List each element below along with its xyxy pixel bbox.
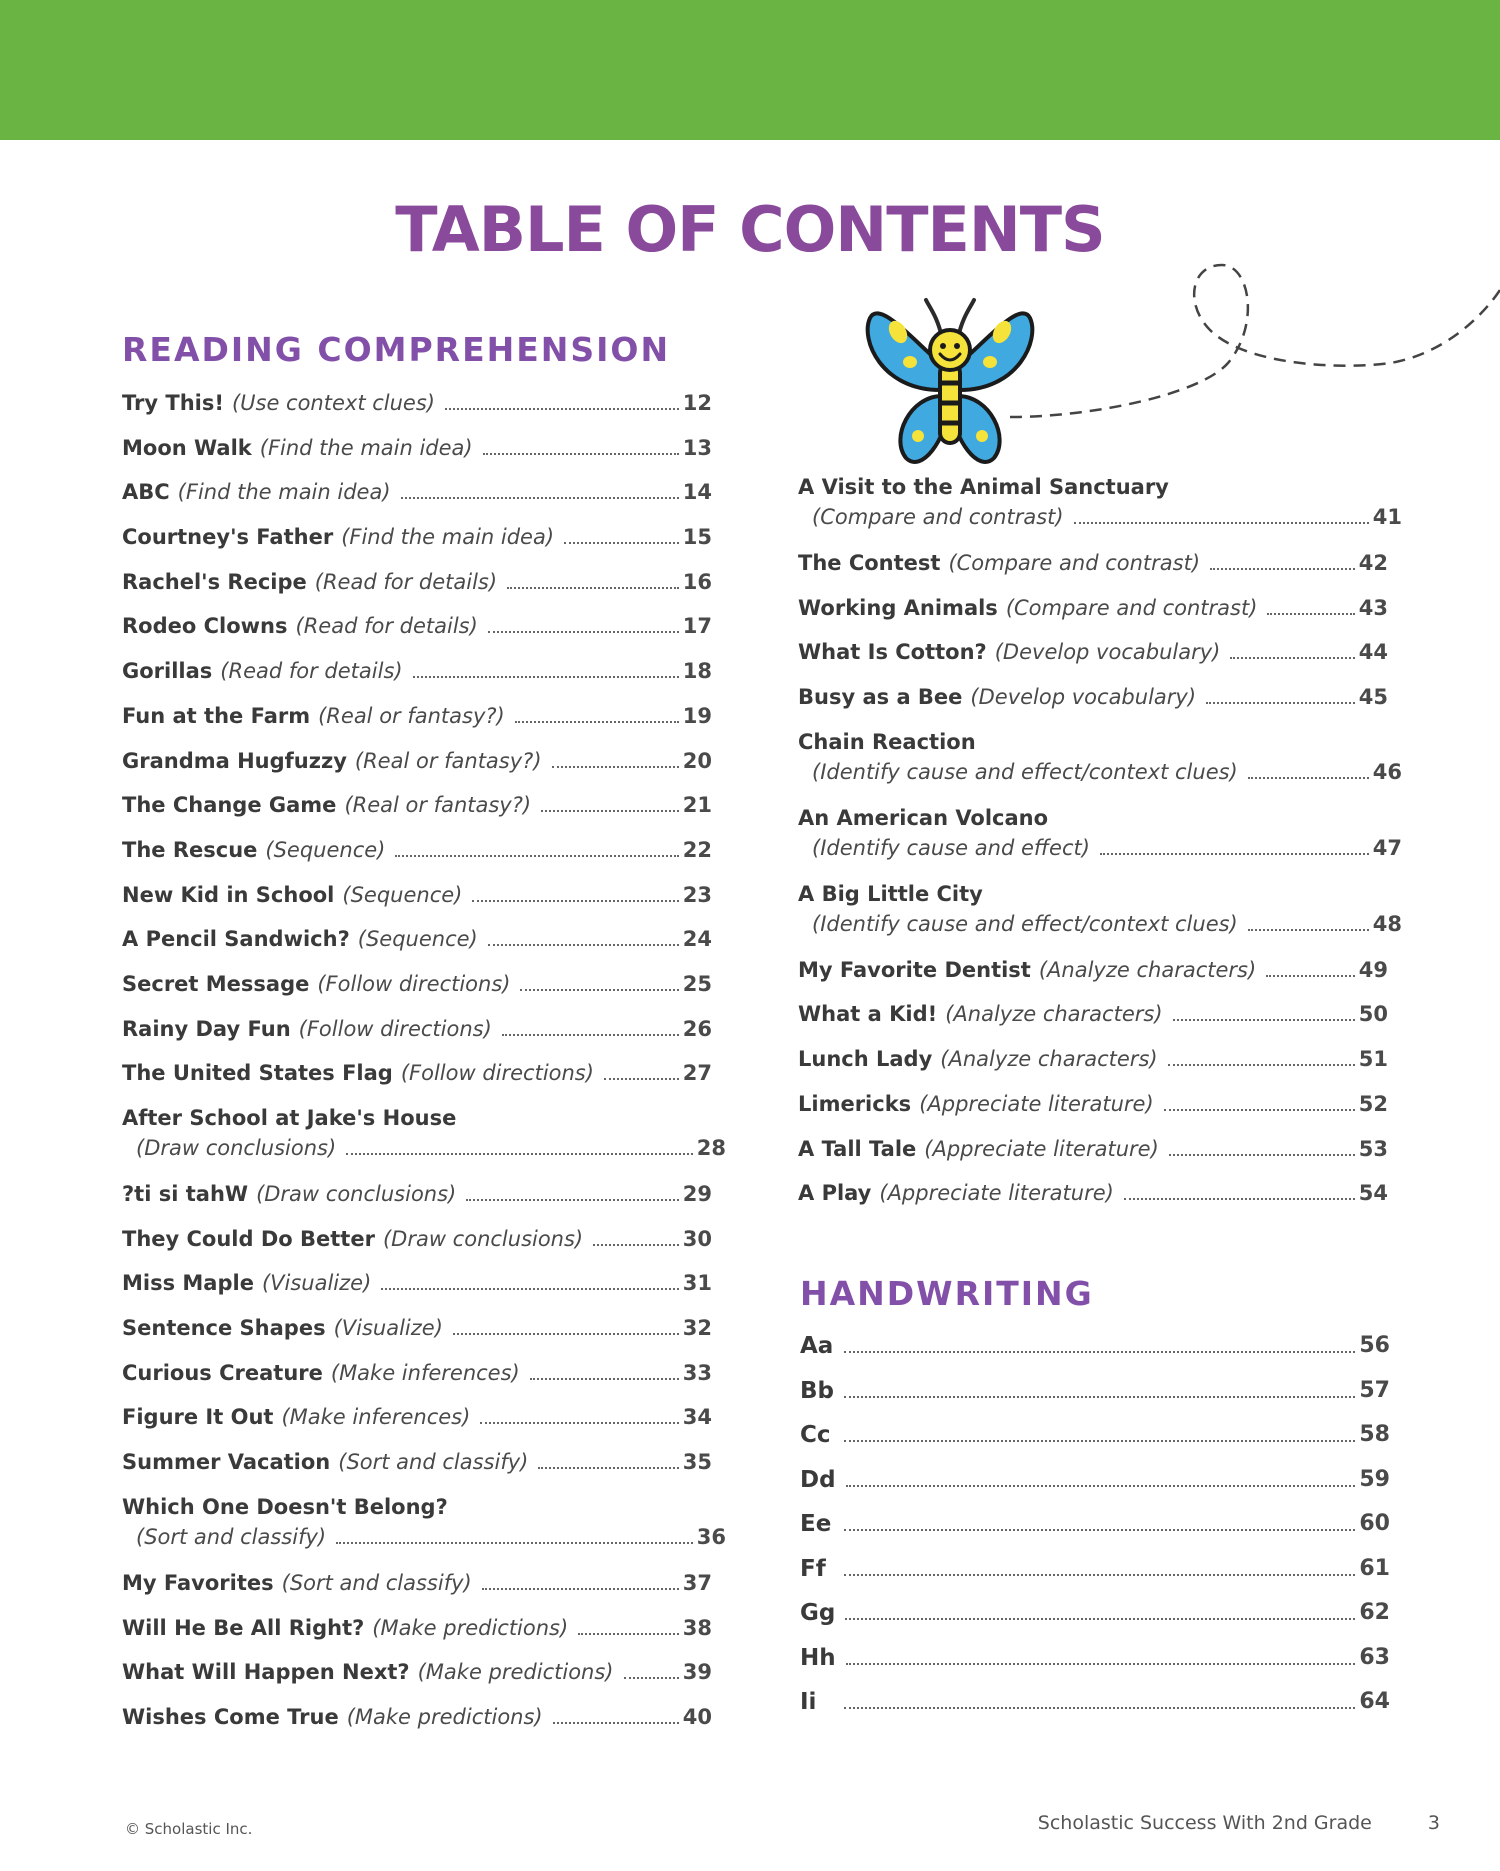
entry-title: Grandma Hugfuzzy <box>122 748 347 773</box>
dot-leader <box>552 766 679 768</box>
dot-leader <box>553 1722 679 1724</box>
dot-leader <box>1266 975 1355 977</box>
entry-title: A Big Little City <box>798 881 983 906</box>
toc-entry[interactable] <box>800 1465 1390 1510</box>
dot-leader <box>336 1542 693 1544</box>
toc-entry[interactable] <box>122 567 712 612</box>
entry-page-number: 42 <box>1358 551 1388 575</box>
entry-page-number: 28 <box>696 1136 726 1160</box>
toc-entry[interactable] <box>122 1313 712 1358</box>
dot-leader <box>1169 1154 1355 1156</box>
entry-title: Wishes Come True <box>122 1704 339 1729</box>
entry-page-number: 36 <box>696 1524 726 1549</box>
flight-path-dashed-line <box>1010 245 1500 435</box>
entry-page-number: 44 <box>1358 640 1388 665</box>
reading-comprehension-heading: READING COMPREHENSION <box>122 330 671 369</box>
dot-leader <box>507 587 679 589</box>
entry-title: A Pencil Sandwich? <box>122 927 350 952</box>
entry-title: Gorillas <box>122 659 213 684</box>
entry-title: Rachel's Recipe <box>122 569 307 594</box>
entry-page-number: 34 <box>682 1405 712 1430</box>
toc-entry[interactable] <box>798 637 1388 682</box>
dot-leader <box>1230 657 1354 659</box>
entry-title: Cc <box>800 1422 831 1448</box>
dot-leader <box>502 1034 679 1036</box>
entry-page-number: 17 <box>682 614 712 639</box>
dot-leader <box>844 1396 1355 1398</box>
toc-entry[interactable] <box>798 593 1388 638</box>
entry-page-number: 45 <box>1358 685 1388 710</box>
toc-entry[interactable] <box>122 611 712 656</box>
toc-entry[interactable] <box>798 955 1388 1000</box>
entry-page-number: 27 <box>682 1061 712 1086</box>
dot-leader <box>846 1663 1356 1665</box>
entry-skill: (Draw conclusions) <box>136 1136 337 1160</box>
entry-page-number: 18 <box>682 659 712 684</box>
entry-skill: (Read for details) <box>314 569 498 594</box>
toc-entry[interactable] <box>800 1643 1390 1688</box>
entry-title: A Tall Tale <box>798 1136 917 1161</box>
dot-leader <box>1206 702 1355 704</box>
entry-skill: (Compare and contrast) <box>948 551 1201 575</box>
dot-leader <box>1100 853 1369 855</box>
dot-leader <box>541 810 679 812</box>
entry-skill: (Read for details) <box>295 614 478 639</box>
entry-title: Ff <box>800 1555 826 1582</box>
entry-page-number: 43 <box>1358 595 1388 620</box>
toc-entry[interactable] <box>122 477 712 522</box>
entry-title: Try This! <box>122 391 224 415</box>
entry-page-number: 59 <box>1359 1466 1390 1492</box>
entry-skill: (Identify cause and effect) <box>812 835 1090 860</box>
entry-title: Limericks <box>798 1091 912 1116</box>
entry-skill: (Follow directions) <box>317 971 511 996</box>
dot-leader <box>1248 929 1369 931</box>
dot-leader <box>1164 1109 1355 1111</box>
top-color-band <box>0 0 1500 140</box>
toc-entry[interactable] <box>122 388 712 433</box>
reading-list-column-2 <box>798 472 1402 1223</box>
entry-page-number: 48 <box>1372 911 1402 936</box>
toc-entry[interactable] <box>798 999 1388 1044</box>
dot-leader <box>844 1707 1355 1709</box>
toc-entry[interactable] <box>798 1044 1388 1089</box>
dot-leader <box>1173 1019 1355 1021</box>
toc-entry[interactable] <box>122 880 712 925</box>
entry-page-number: 21 <box>682 793 712 818</box>
toc-entry[interactable] <box>122 1268 712 1313</box>
dot-leader <box>1210 568 1355 570</box>
reading-list-column-1 <box>122 388 726 1747</box>
dot-leader <box>395 855 678 857</box>
entry-skill: (Visualize) <box>261 1271 372 1296</box>
entry-title: What Will Happen Next? <box>122 1660 410 1685</box>
entry-skill: (Develop vocabulary) <box>994 640 1221 665</box>
entry-page-number: 35 <box>682 1450 712 1475</box>
entry-page-number: 57 <box>1359 1377 1390 1403</box>
entry-page-number: 14 <box>682 480 712 505</box>
entry-page-number: 53 <box>1358 1136 1388 1161</box>
entry-skill: (Identify cause and effect/context clues) <box>812 759 1238 784</box>
entry-page-number: 16 <box>682 569 712 594</box>
entry-title: Will He Be All Right? <box>122 1615 365 1640</box>
dot-leader <box>482 1588 679 1590</box>
toc-entry[interactable] <box>122 1702 712 1747</box>
entry-skill: (Visualize) <box>333 1316 443 1341</box>
toc-entry[interactable] <box>800 1331 1390 1376</box>
toc-entry[interactable] <box>798 803 1402 879</box>
toc-entry[interactable] <box>122 1568 712 1613</box>
entry-title: A Play <box>798 1181 872 1206</box>
toc-entry[interactable] <box>798 548 1388 593</box>
entry-title: Hh <box>800 1644 836 1671</box>
entry-title: Bb <box>800 1377 834 1404</box>
entry-skill: (Analyze characters) <box>1038 957 1257 982</box>
entry-page-number: 31 <box>682 1271 712 1296</box>
entry-page-number: 33 <box>682 1360 712 1385</box>
entry-title: Gg <box>800 1600 836 1626</box>
dot-leader <box>846 1485 1356 1487</box>
entry-page-number: 63 <box>1359 1644 1390 1670</box>
entry-title: They Could Do Better <box>122 1226 375 1251</box>
entry-title: The Rescue <box>122 837 258 862</box>
entry-skill: (Analyze characters) <box>945 1002 1163 1027</box>
dot-leader <box>530 1378 679 1380</box>
entry-skill: (Draw conclusions) <box>256 1182 457 1206</box>
entry-page-number: 32 <box>682 1316 712 1341</box>
entry-title: Aa <box>800 1333 834 1359</box>
dot-leader <box>1124 1198 1355 1200</box>
dot-leader <box>564 542 679 544</box>
entry-page-number: 38 <box>682 1615 712 1640</box>
toc-entry[interactable] <box>122 835 712 880</box>
entry-title: Sentence Shapes <box>122 1316 326 1341</box>
dot-leader <box>1267 613 1354 615</box>
entry-page-number: 22 <box>682 837 712 862</box>
dot-leader <box>488 944 679 946</box>
toc-entry[interactable] <box>122 1014 712 1059</box>
entry-title: Working Animals <box>798 595 998 620</box>
toc-entry[interactable] <box>798 1134 1388 1179</box>
entry-page-number: 20 <box>682 748 712 773</box>
dot-leader <box>604 1078 679 1080</box>
entry-title: Summer Vacation <box>122 1450 331 1475</box>
entry-title: What Is Cotton? <box>798 640 987 665</box>
toc-entry[interactable] <box>800 1554 1390 1599</box>
toc-entry[interactable] <box>122 1179 712 1224</box>
entry-title: Secret Message <box>122 971 310 996</box>
toc-entry[interactable] <box>122 1358 712 1403</box>
entry-page-number: 30 <box>682 1226 712 1251</box>
entry-page-number: 49 <box>1358 957 1388 982</box>
entry-skill: (Analyze characters) <box>940 1047 1158 1072</box>
entry-title: My Favorites <box>122 1570 274 1595</box>
entry-title: Curious Creature <box>122 1360 323 1385</box>
entry-skill: (Find the main idea) <box>341 525 555 550</box>
dot-leader <box>413 676 679 678</box>
toc-entry[interactable] <box>798 879 1402 955</box>
entry-skill: (Read for details) <box>220 659 403 684</box>
toc-entry[interactable] <box>122 1657 712 1702</box>
toc-entry[interactable] <box>800 1376 1390 1421</box>
toc-entry[interactable] <box>800 1509 1390 1554</box>
entry-title: Miss Maple <box>122 1271 254 1296</box>
toc-entry[interactable] <box>122 1402 712 1447</box>
dot-leader <box>488 631 679 633</box>
toc-entry[interactable] <box>122 656 712 701</box>
dot-leader <box>1168 1064 1355 1066</box>
dot-leader <box>520 989 678 991</box>
dot-leader <box>480 1422 678 1424</box>
entry-title: Moon Walk <box>122 435 252 460</box>
entry-title: The United States Flag <box>122 1061 393 1086</box>
toc-entry[interactable] <box>122 1058 712 1103</box>
entry-title: ABC <box>122 480 170 505</box>
toc-entry[interactable] <box>122 1447 712 1492</box>
handwriting-list <box>800 1331 1390 1732</box>
toc-entry[interactable] <box>122 701 712 746</box>
entry-page-number: 26 <box>682 1016 712 1041</box>
entry-skill: (Sort and classify) <box>281 1570 472 1595</box>
entry-skill: (Compare and contrast) <box>812 505 1064 529</box>
dot-leader <box>472 900 678 902</box>
toc-entry[interactable] <box>800 1420 1390 1465</box>
entry-page-number: 47 <box>1372 835 1402 860</box>
entry-skill: (Sort and classify) <box>136 1524 327 1549</box>
entry-skill: (Appreciate literature) <box>924 1136 1159 1161</box>
entry-skill: (Compare and contrast) <box>1005 595 1258 620</box>
dot-leader <box>453 1333 679 1335</box>
entry-title: Which One Doesn't Belong? <box>122 1494 448 1519</box>
entry-skill: (Sequence) <box>265 837 386 862</box>
dot-leader <box>466 1199 679 1201</box>
entry-page-number: 62 <box>1359 1600 1390 1625</box>
toc-entry[interactable] <box>122 790 712 835</box>
entry-title: Fun at the Farm <box>122 703 311 728</box>
toc-entry[interactable] <box>800 1598 1390 1643</box>
dot-leader <box>346 1153 693 1155</box>
entry-page-number: 46 <box>1372 759 1402 784</box>
entry-title: My Favorite Dentist <box>798 957 1031 982</box>
entry-skill: (Find the main idea) <box>177 480 391 505</box>
toc-entry[interactable] <box>122 924 712 969</box>
entry-title: Figure It Out <box>122 1405 274 1430</box>
toc-entry[interactable] <box>122 1613 712 1658</box>
entry-title: Ii <box>800 1689 817 1715</box>
entry-title: Ee <box>800 1511 832 1537</box>
entry-page-number: 12 <box>682 391 712 415</box>
entry-title: An American Volcano <box>798 805 1049 830</box>
entry-skill: (Make predictions) <box>417 1660 614 1685</box>
entry-skill: (Appreciate literature) <box>879 1181 1114 1206</box>
dot-leader <box>381 1288 678 1290</box>
entry-skill: (Identify cause and effect/context clues) <box>812 911 1238 936</box>
entry-title: New Kid in School <box>122 882 335 907</box>
entry-page-number: 41 <box>1372 505 1402 529</box>
dot-leader <box>538 1467 678 1469</box>
entry-title: Busy as a Bee <box>798 685 963 710</box>
entry-title: Rodeo Clowns <box>122 614 288 639</box>
entry-skill: (Draw conclusions) <box>382 1226 584 1251</box>
entry-skill: (Real or fantasy?) <box>318 703 505 728</box>
entry-skill: (Real or fantasy?) <box>344 793 532 818</box>
entry-page-number: 50 <box>1358 1002 1388 1027</box>
entry-skill: (Make inferences) <box>281 1405 471 1430</box>
toc-entry[interactable] <box>122 1103 726 1179</box>
dot-leader <box>1248 777 1369 779</box>
entry-skill: (Develop vocabulary) <box>970 685 1197 710</box>
dot-leader <box>445 408 679 410</box>
entry-page-number: 51 <box>1358 1047 1388 1072</box>
entry-skill: (Appreciate literature) <box>919 1091 1154 1116</box>
entry-skill: (Sequence) <box>357 927 478 952</box>
page-number: 3 <box>1427 1812 1440 1834</box>
entry-skill: (Use context clues) <box>231 391 435 415</box>
entry-page-number: 58 <box>1359 1422 1390 1447</box>
entry-title: The Contest <box>798 551 941 575</box>
entry-page-number: 15 <box>682 525 712 550</box>
dot-leader <box>844 1574 1355 1576</box>
entry-skill: (Sort and classify) <box>338 1450 529 1475</box>
toc-entry[interactable] <box>122 746 712 791</box>
entry-title: A Visit to the Animal Sanctuary <box>798 475 1169 499</box>
entry-page-number: 23 <box>682 882 712 907</box>
entry-page-number: 56 <box>1359 1333 1390 1358</box>
toc-entry[interactable] <box>122 522 712 567</box>
entry-page-number: 54 <box>1358 1181 1388 1206</box>
toc-entry[interactable] <box>122 1492 726 1568</box>
book-title: Scholastic Success With 2nd Grade <box>1037 1812 1372 1834</box>
entry-title: Chain Reaction <box>798 729 976 754</box>
entry-title: ?ti si tahW <box>122 1182 249 1206</box>
dot-leader <box>844 1440 1355 1442</box>
entry-skill: (Make predictions) <box>346 1704 543 1729</box>
toc-entry[interactable] <box>798 727 1402 803</box>
entry-page-number: 19 <box>682 703 712 728</box>
copyright-notice: © Scholastic Inc. <box>125 1820 253 1838</box>
entry-skill: (Follow directions) <box>400 1061 594 1086</box>
toc-entry[interactable] <box>798 472 1402 548</box>
entry-title: Lunch Lady <box>798 1047 933 1072</box>
handwriting-heading: HANDWRITING <box>800 1274 1094 1313</box>
dot-leader <box>1074 522 1369 524</box>
dot-leader <box>578 1633 679 1635</box>
toc-entry[interactable] <box>800 1687 1390 1732</box>
entry-page-number: 60 <box>1359 1511 1390 1536</box>
entry-title: Rainy Day Fun <box>122 1016 291 1041</box>
dot-leader <box>401 497 679 499</box>
entry-page-number: 13 <box>682 435 712 460</box>
dot-leader <box>483 453 679 455</box>
entry-skill: (Real or fantasy?) <box>354 748 542 773</box>
entry-skill: (Follow directions) <box>298 1016 492 1041</box>
entry-title: After School at Jake's House <box>122 1106 457 1130</box>
page-footer <box>1038 1812 1440 1834</box>
page-title: TABLE OF CONTENTS <box>395 193 1105 266</box>
entry-title: Courtney's Father <box>122 525 334 550</box>
dot-leader <box>845 1618 1355 1620</box>
toc-entry[interactable] <box>122 969 712 1014</box>
entry-page-number: 52 <box>1358 1091 1388 1116</box>
entry-page-number: 37 <box>682 1570 712 1595</box>
toc-entry[interactable] <box>122 433 712 478</box>
toc-entry[interactable] <box>798 1178 1388 1223</box>
entry-page-number: 61 <box>1359 1555 1390 1581</box>
entry-title: What a Kid! <box>798 1002 938 1027</box>
entry-page-number: 40 <box>682 1704 712 1729</box>
entry-page-number: 64 <box>1359 1689 1390 1714</box>
entry-skill: (Make inferences) <box>330 1360 520 1385</box>
entry-skill: (Find the main idea) <box>259 435 473 460</box>
dot-leader <box>844 1351 1355 1353</box>
entry-title: Dd <box>800 1466 836 1493</box>
dot-leader <box>624 1677 679 1679</box>
entry-title: The Change Game <box>122 793 337 818</box>
dot-leader <box>844 1529 1355 1531</box>
toc-entry[interactable] <box>798 682 1388 727</box>
entry-skill: (Sequence) <box>342 882 463 907</box>
entry-page-number: 24 <box>682 927 712 952</box>
dot-leader <box>593 1244 679 1246</box>
dot-leader <box>515 721 679 723</box>
entry-page-number: 29 <box>682 1182 712 1206</box>
toc-entry[interactable] <box>122 1224 712 1269</box>
butterfly-icon <box>860 278 1040 478</box>
entry-page-number: 25 <box>682 971 712 996</box>
entry-page-number: 39 <box>682 1660 712 1685</box>
toc-entry[interactable] <box>798 1089 1388 1134</box>
entry-skill: (Make predictions) <box>372 1615 569 1640</box>
